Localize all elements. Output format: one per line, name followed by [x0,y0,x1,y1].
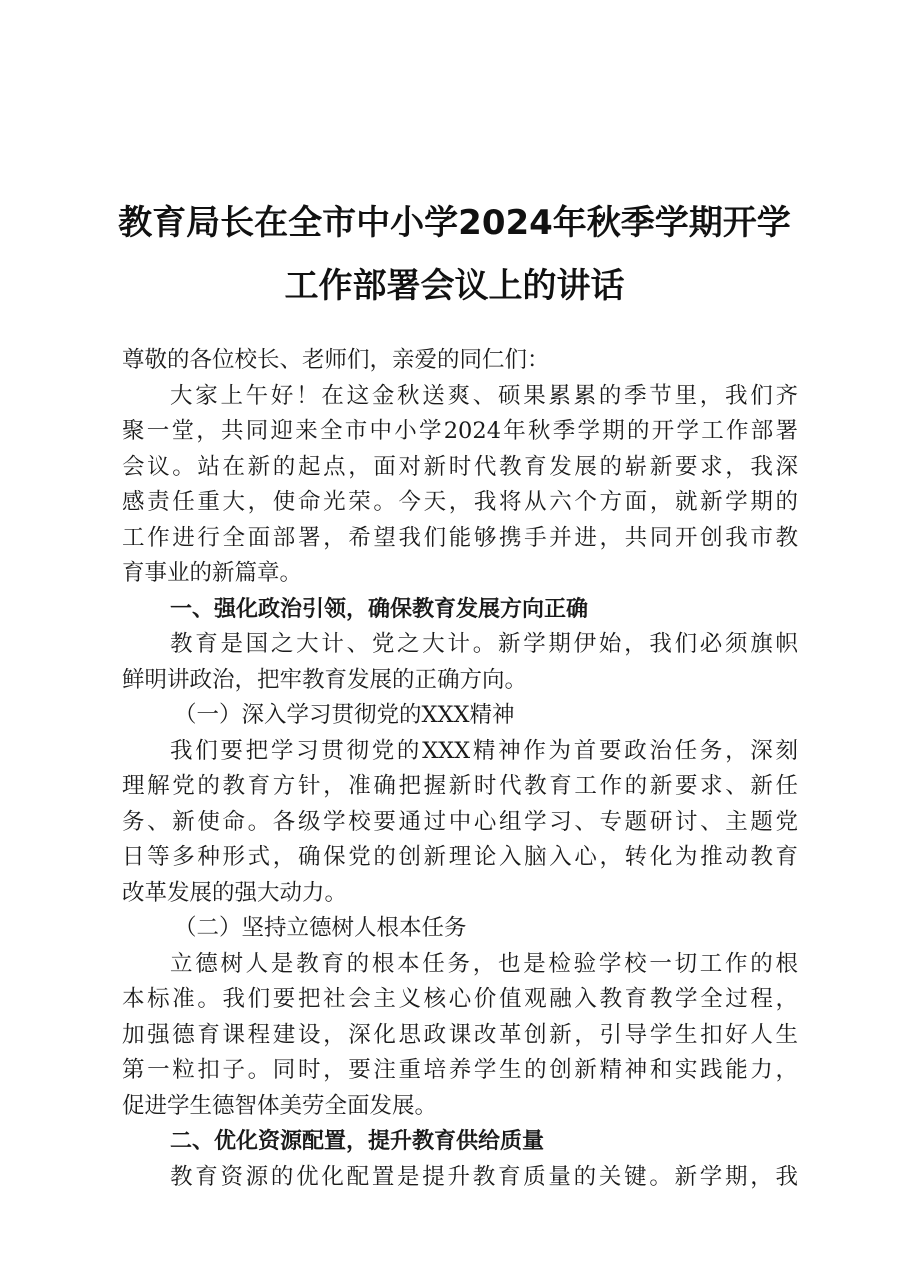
section-heading: 一、强化政治引领，确保教育发展方向正确 [170,596,589,622]
subsection-heading: （二）坚持立德树人根本任务 [174,915,467,941]
paragraph-line: 尊敬的各位校长、老师们，亲爱的同仁们： [122,347,550,373]
document-body [122,343,798,1195]
paragraph-line: 聚一堂，共同迎来全市中小学2024年秋季学期的开学工作部署 [122,418,798,444]
subsection-heading: （一）深入学习贯彻党的XXX精神 [174,702,515,728]
paragraph-line: 感责任重大，使命光荣。今天，我将从六个方面，就新学期的 [122,489,798,515]
document-title-line-1: 教育局长在全市中小学2024年秋季学期开学 [118,203,791,243]
paragraph-line: 本标准。我们要把社会主义核心价值观融入教育教学全过程， [122,986,798,1012]
paragraph-line: 务、新使命。各级学校要通过中心组学习、专题研讨、主题党 [122,808,798,835]
paragraph-line: 教育资源的优化配置是提升教育质量的关键。新学期，我 [170,1163,798,1190]
document-title-line-2: 工作部署会议上的讲话 [284,266,625,306]
paragraph-line: 我们要把学习贯彻党的XXX精神作为首要政治任务，深刻 [170,737,798,764]
paragraph-line: 第一粒扣子。同时，要注重培养学生的创新精神和实践能力， [122,1057,798,1083]
paragraph-line: 工作进行全面部署，希望我们能够携手并进，共同开创我市教 [122,524,798,551]
paragraph-line: 育事业的新篇章。 [122,560,303,586]
paragraph-line: 大家上午好！在这金秋送爽、硕果累累的季节里，我们齐 [170,382,798,409]
paragraph-line: 教育是国之大计、党之大计。新学期伊始，我们必须旗帜 [170,631,798,657]
paragraph-line: 鲜明讲政治，把牢教育发展的正确方向。 [122,666,528,693]
paragraph-line: 立德树人是教育的根本任务，也是检验学校一切工作的根 [170,950,798,977]
paragraph-line: 加强德育课程建设，深化思政课改革创新，引导学生扣好人生 [122,1021,798,1048]
paragraph-line: 改革发展的强大动力。 [122,879,348,906]
section-heading: 二、优化资源配置，提升教育供给质量 [170,1129,545,1154]
paragraph-line: 会议。站在新的起点，面对新时代教育发展的崭新要求，我深 [122,453,798,480]
paragraph-line: 理解党的教育方针，准确把握新时代教育工作的新要求、新任 [122,773,798,799]
paragraph-line: 日等多种形式，确保党的创新理论入脑入心，转化为推动教育 [122,844,798,870]
paragraph-line: 促进学生德智体美劳全面发展。 [122,1092,438,1119]
